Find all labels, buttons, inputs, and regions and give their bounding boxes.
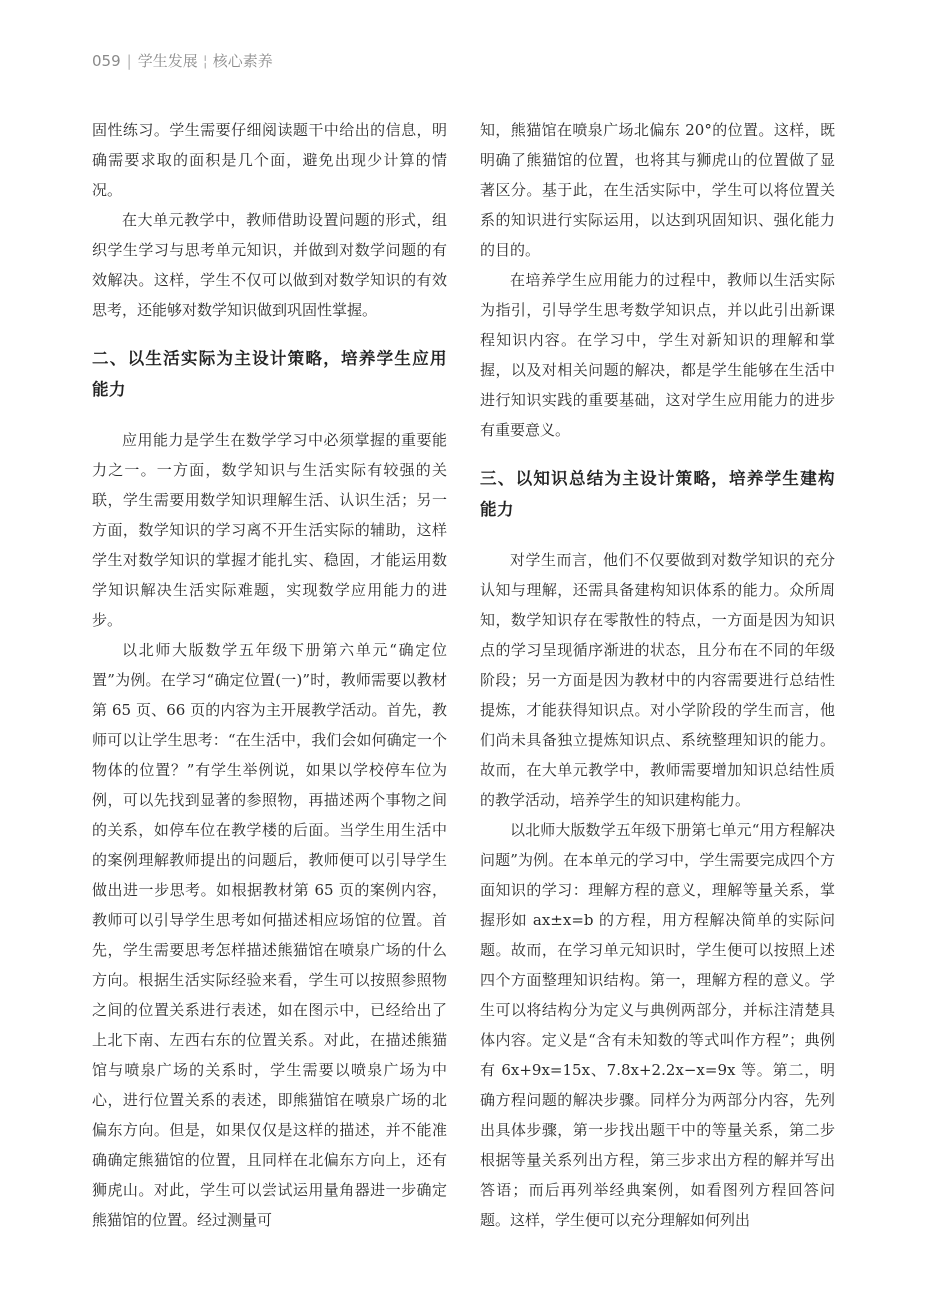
section-heading: 二、以生活实际为主设计策略，培养学生应用能力 <box>92 349 447 399</box>
section-heading: 三、以知识总结为主设计策略，培养学生建构能力 <box>480 469 835 519</box>
left-column <box>92 115 447 1235</box>
header-divider: | <box>126 52 132 70</box>
paragraph: 对学生而言，他们不仅要做到对数学知识的充分认知与理解，还需具备建构知识体系的能力。众所周知，数学知识存在零散性的特点，一方面是因为知识点的学习呈现循序渐进的状态，且分布在不同的年级阶段；另一方面是因为教材中的内容需要进行总结性提炼，才能获得知识点。对小学阶段的学生而言，他们尚未具备独立提炼知识点、系统整理知识的能力。故而，在大单元教学中，教师需要增加知识总结性质的教学活动，培养学生的知识建构能力。 <box>480 551 835 809</box>
paragraph: 固性练习。学生需要仔细阅读题干中给出的信息，明确需要求取的面积是几个面，避免出现少计算的情况。 <box>92 121 447 199</box>
paragraph: 以北师大版数学五年级下册第六单元“确定位置”为例。在学习“确定位置(一)”时，教师需要以教材第 65 页、66 页的内容为主开展教学活动。首先，教师可以让学生思考：“在生活中，我们会如何确定一个物体的位置？”有学生举例说，如果以学校停车位为例，可以先找到显著的参照物，再描述两个事物之间的关系，如停车位在教学楼的后面。当学生用生活中的案例理解教师提出的问题后，教师便可以引导学生做出进一步思考。如根据教材第 65 页的案例内容，教师可以引导学生思考如何描述相应场馆的位置。首先，学生需要思考怎样描述熊猫馆在喷泉广场的什么方向。根据生活实际经验来看，学生可以按照参照物之间的位置关系进行表述，如在图示中，已经给出了上北下南、左西右东的位置关系。对此，在描述熊猫馆与喷泉广场的关系时，学生需要以喷泉广场为中心，进行位置关系的表述，即熊猫馆在喷泉广场的北偏东方向。但是，如果仅仅是这样的描述，并不能准确确定熊猫馆的位置，且同样在北偏东方向上，还有狮虎山。对此，学生可以尝试运用量角器进一步确定熊猫馆的位置。经过测量可 <box>92 641 447 1229</box>
right-column <box>480 115 835 1235</box>
page-number: 059 <box>92 52 121 70</box>
running-header <box>92 50 273 71</box>
header-section: 学生发展 <box>137 52 198 70</box>
header-separator: ¦ <box>202 52 208 70</box>
paragraph: 以北师大版数学五年级下册第七单元“用方程解决问题”为例。在本单元的学习中，学生需要完成四个方面知识的学习：理解方程的意义，理解等量关系，掌握形如 ax±x=b 的方程，用方程解决简单的实际问题。故而，在学习单元知识时，学生便可以按照上述四个方面整理知识结构。第一，理解方程的意义。学生可以将结构分为定义与典例两部分，并标注清楚具体内容。定义是“含有未知数的等式叫作方程”；典例有 6x+9x=15x、7.8x+2.2x−x=9x 等。第二，明确方程问题的解决步骤。同样分为两部分内容，先列出具体步骤，第一步找出题干中的等量关系，第二步根据等量关系列出方程，第三步求出方程的解并写出答语；而后再列举经典案例，如看图列方程回答问题。这样，学生便可以充分理解如何列出 <box>480 821 835 1229</box>
paragraph: 在培养学生应用能力的过程中，教师以生活实际为指引，引导学生思考数学知识点，并以此引出新课程知识内容。在学习中，学生对新知识的理解和掌握，以及对相关问题的解决，都是学生能够在生活中进行知识实践的重要基础，这对学生应用能力的进步有重要意义。 <box>480 271 835 439</box>
header-subsection: 核心素养 <box>212 52 273 70</box>
paragraph: 应用能力是学生在数学学习中必须掌握的重要能力之一。一方面，数学知识与生活实际有较强的关联，学生需要用数学知识理解生活、认识生活；另一方面，数学知识的学习离不开生活实际的辅助，这样学生对数学知识的掌握才能扎实、稳固，才能运用数学知识解决生活实际难题，实现数学应用能力的进步。 <box>92 431 447 629</box>
paragraph: 在大单元教学中，教师借助设置问题的形式，组织学生学习与思考单元知识，并做到对数学问题的有效解决。这样，学生不仅可以做到对数学知识的有效思考，还能够对数学知识做到巩固性掌握。 <box>92 211 447 319</box>
paragraph: 知，熊猫馆在喷泉广场北偏东 20°的位置。这样，既明确了熊猫馆的位置，也将其与狮虎山的位置做了显著区分。基于此，在生活实际中，学生可以将位置关系的知识进行实际运用，以达到巩固知识、强化能力的目的。 <box>480 121 835 259</box>
